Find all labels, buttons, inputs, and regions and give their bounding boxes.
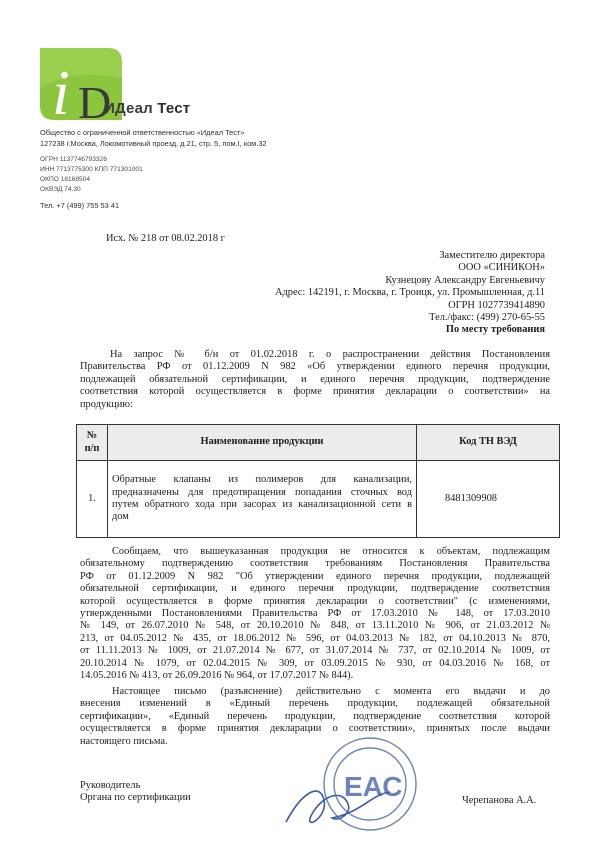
recipient-block bbox=[275, 250, 545, 337]
recipient-destination: По месту требования bbox=[445, 324, 545, 336]
intro-line: подлежащей обязательной сертификации, и единого перечня продукции, подтверждение bbox=[80, 373, 550, 385]
company-okpo: ОКПО 18168504 bbox=[40, 176, 91, 183]
header-number: № п/п bbox=[77, 425, 108, 461]
header-hs-code: Код ТН ВЭД bbox=[417, 425, 560, 461]
body-line: Настоящее письмо (разъяснение) действительно с момента его выдачи и до bbox=[112, 686, 550, 697]
recipient-phone: Тел./факс: (499) 270-65-55 bbox=[429, 312, 545, 324]
intro-line: соответствия которой осуществляется в форме принятия декларации о соответствии» на bbox=[80, 386, 550, 398]
table-row bbox=[77, 461, 560, 538]
body-line: 213, от 04.05.2012 № 435, от 18.06.2012 № 596, от 04.03.2013 № 182, от 04.10.2013 № 870, bbox=[80, 632, 550, 644]
body-line: обязательному подтверждению соответствия требованиям Постановления Правительства bbox=[80, 558, 550, 570]
row-product-name: Обратные клапаны из полимеров для канализации, предназначены для предотвращения попадания сточных вод путем обратного хода при засорах из канализационной сети в дом bbox=[108, 461, 417, 538]
intro-line: Правительства РФ от 01.12.2009 N 982 «Об утверждении единого перечня продукции, bbox=[80, 361, 550, 373]
signatory-role bbox=[80, 780, 191, 805]
logo-letter-i: i bbox=[52, 57, 70, 120]
body-line: сертификации», «Единый перечень продукции, подтверждение соответствия которой bbox=[80, 710, 550, 722]
body-line: внесения изменений в «Единый перечень продукции, подлежащей обязательной bbox=[80, 698, 550, 710]
company-logo-name bbox=[104, 100, 190, 117]
body-line: настоящего письма. bbox=[80, 735, 168, 747]
recipient-ogrn: ОГРН 1027739414890 bbox=[448, 299, 545, 311]
recipient-address: Адрес: 142191, г. Москва, г. Троицк, ул. Промышленная, д.11 bbox=[274, 287, 545, 299]
company-inn-kpp: ИНН 7713775300 КПП 771301001 bbox=[40, 166, 143, 173]
signatory-role-line: Руководитель bbox=[80, 780, 141, 791]
stamp-mark: ЕАС bbox=[344, 771, 403, 802]
certification-stamp-icon bbox=[272, 722, 422, 842]
recipient-company: ООО «СИНИКОН» bbox=[458, 262, 545, 274]
body-line: осуществляется в форме принятия декларации о соответствии», принятых после выдачи bbox=[80, 723, 550, 735]
body-line: которой осуществляется в форме принятия декларации о соответствии" (с изменениями, bbox=[80, 595, 550, 607]
row-hs-code: 8481309908 bbox=[417, 461, 560, 538]
company-phone: Тел. +7 (499) 755 53 41 bbox=[40, 201, 120, 210]
company-ogrn: ОГРН 1137746793326 bbox=[40, 156, 107, 163]
body-line: РФ от 01.12.2009 N 982 "Об утверждении единого перечня продукции, подлежащей bbox=[80, 570, 550, 582]
signatory-role-line: Органа по сертификации bbox=[80, 792, 191, 804]
body-line: № 149, от 26.07.2010 № 548, от 20.10.2010 № 848, от 13.11.2010 № 906, от 21.03.2012 № bbox=[80, 620, 550, 632]
intro-line: На запрос № б/н от 01.02.2018 г. о распространении действия Постановления bbox=[110, 349, 550, 360]
logo-name-id: ИДеал bbox=[104, 100, 153, 117]
signatory-name: Черепанова А.А. bbox=[462, 795, 537, 806]
body-line: 20.10.2014 № 1079, от 02.04.2015 № 309, от 03.09.2015 № 930, от 04.03.2016 № 168, от bbox=[80, 657, 550, 669]
company-okved: ОКВЭД 74.30 bbox=[40, 186, 81, 193]
body-line: от 11.11.2013 № 1009, от 21.07.2014 № 677, от 31.07.2014 № 737, от 02.10.2014 № 1009, от bbox=[80, 645, 550, 657]
recipient-person: Кузнецову Александру Евгеньевичу bbox=[385, 274, 545, 286]
intro-paragraph bbox=[80, 349, 550, 411]
logo-name-test: Тест bbox=[157, 100, 191, 117]
header-product-name: Наименование продукции bbox=[108, 425, 417, 461]
row-number: 1. bbox=[77, 461, 108, 538]
company-address: 127238 г.Москва, Локомотивный проезд, д.21, стр. 5, пом.I, ком.32 bbox=[40, 139, 267, 148]
body-line: 14.05.2016 № 413, от 26.09.2016 № 964, от 17.07.2017 № 844). bbox=[80, 670, 354, 682]
body-line: Сообщаем, что вышеуказанная продукция не относится к объектам, подлежащим bbox=[112, 546, 550, 557]
logo-letter-d: D bbox=[78, 77, 112, 120]
recipient-position: Заместителю директора bbox=[439, 250, 545, 261]
intro-line: продукцию: bbox=[80, 398, 133, 410]
body-line: обязательной сертификации, и единого перечня продукции, подтверждение соответствия bbox=[80, 583, 550, 595]
table-header-row bbox=[77, 425, 560, 461]
body-paragraph-1 bbox=[80, 546, 550, 682]
outgoing-number: Исх. № 218 от 08.02.2018 г bbox=[106, 233, 225, 244]
body-line: утвержденными Постановлениями Правительства РФ от 17.03.2010 № 148, от 17.03.2010 bbox=[80, 608, 550, 620]
company-full-name: Общество с ограниченной ответственностью «Идеал Тест» bbox=[40, 128, 245, 137]
product-table bbox=[76, 424, 560, 538]
